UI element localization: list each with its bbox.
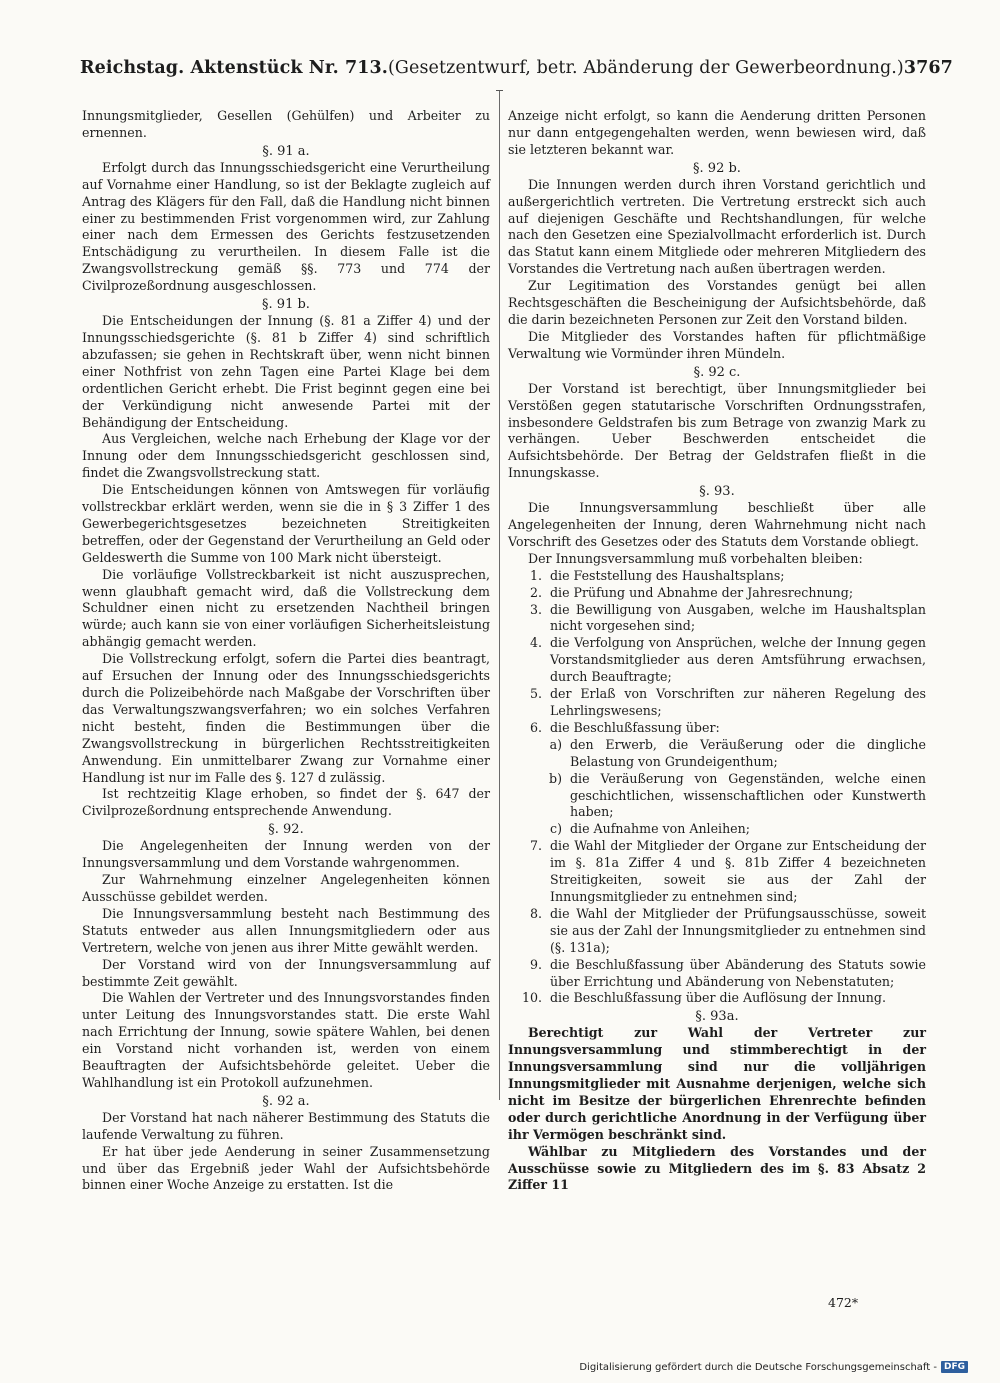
sub-list-item (508, 737, 926, 771)
list-item-number: 4. (529, 635, 542, 651)
list-item-text: die Beschlußfassung über die Auflösung der Innung. (550, 990, 886, 1006)
paragraph: Die vorläufige Vollstreckbarkeit ist nicht auszusprechen, wenn glaubhaft gemacht wird, daß die Vollstreckung dem Schuldner einen nicht zu ersetzenden Nachtheil bringen würde; auch kann sie von einer vorläufigen Sicherheitsleistung abhängig gemacht werden. (82, 566, 490, 650)
paragraph: Der Vorstand hat nach näherer Bestimmung des Statuts die laufende Verwaltung zu führen. (82, 1109, 490, 1142)
list-item (508, 602, 926, 636)
list-item-number: 6. (529, 719, 542, 735)
list-item-number: 2. (529, 584, 542, 600)
list-item (508, 635, 926, 686)
paragraph: Die Entscheidungen können von Amtswegen für vorläufig vollstreckbar erklärt werden, wenn sie die in § 3 Ziffer 1 des Gewerbegerichtsgesetzes bezeichneten Streitigkeiten betreffen, oder der Gegenstand der Verurtheilung an Geld oder Geldeswerth die Summe von 100 Mark nicht übersteigt. (82, 482, 490, 565)
paragraph: Ist rechtzeitig Klage erhoben, so findet der §. 647 der Civilprozeßordnung entsprechende Anwendung. (82, 786, 490, 819)
header-left: Reichstag. Aktenstück Nr. 713. (80, 58, 388, 78)
paragraph: Innungsmitglieder, Gesellen (Gehülfen) und Arbeiter zu ernennen. (82, 108, 490, 140)
list-item (508, 957, 926, 991)
paragraph: Die Wahlen der Vertreter und des Innungsvorstandes finden unter Leitung des Innungsvorstandes statt. Die erste Wahl nach Errichtung der Innung, sowie spätere Wahlen, bei denen ein Vorstand nicht vorhanden ist, werden von einem Beauftragten der Aufsichtsbehörde geleitet. Ueber die Wahlhandlung ist ein Protokoll aufzunehmen. (82, 990, 490, 1090)
paragraph: Aus Vergleichen, welche nach Erhebung der Klage vor der Innung oder dem Innungsschiedsgericht geschlossen sind, findet die Zwangsvollstreckung statt. (82, 431, 490, 481)
list-item-number: b) (549, 770, 562, 786)
list-item-text: die Wahl der Mitglieder der Prüfungsausschüsse, soweit sie aus der Zahl der Innungsmitglieder zu entnehmen sind (§. 131a); (550, 905, 926, 955)
list-item-number: 10. (521, 990, 542, 1006)
list-item-text: den Erwerb, die Veräußerung oder die dingliche Belastung von Grundeigenthum; (570, 736, 926, 769)
list-item (508, 686, 926, 720)
section-heading: §. 91 b. (262, 297, 310, 313)
list-item (508, 838, 926, 906)
section-heading: §. 92 b. (693, 160, 741, 176)
paragraph: Die Innungen werden durch ihren Vorstand gerichtlich und außergerichtlich vertreten. Die Vertretung erstreckt sich auch auf diejenigen Geschäfte und Rechtshandlungen, für welche nach den Gesetzen eine Spezialvollmacht erforderlich ist. Durch das Statut kann einem Mitgliede oder mehreren Mitgliedern des Vorstandes die Vertretung nach außen übertragen werden. (508, 176, 926, 277)
list-item-number: 5. (529, 686, 542, 702)
section-heading: §. 93. (699, 484, 735, 500)
list-item-number: 8. (529, 905, 542, 921)
list-item-number: 1. (529, 567, 542, 583)
section-heading: §. 92. (268, 822, 304, 838)
paragraph: Der Vorstand wird von der Innungsversammlung auf bestimmte Zeit gewählt. (82, 956, 490, 989)
paragraph: Der Innungsversammlung muß vorbehalten bleiben: (528, 550, 863, 566)
paragraph: Die Mitglieder des Vorstandes haften für pflichtmäßige Verwaltung wie Vormünder ihren Mündeln. (508, 328, 926, 361)
column-divider (499, 90, 500, 1100)
list-item-number: 3. (529, 601, 542, 617)
footer-text: Digitalisierung gefördert durch die Deutsche Forschungsgemeinschaft - (579, 1361, 937, 1373)
paragraph: Zur Wahrnehmung einzelner Angelegenheiten können Ausschüsse gebildet werden. (82, 872, 490, 904)
left-column (82, 108, 490, 1194)
paragraph: Zur Legitimation des Vorstandes genügt bei allen Rechtsgeschäften die Bescheinigung der Aufsichtsbehörde, daß die darin bezeichneten Personen zur Zeit den Vorstand bilden. (508, 278, 926, 327)
paragraph: Die Vollstreckung erfolgt, sofern die Partei dies beantragt, auf Ersuchen der Innung oder des Innungsschiedsgerichts durch die Polizeibehörde nach Maßgabe der Vorschriften über das Verwaltungszwangsverfahren; wo ein solches Verfahren nicht besteht, finden die Bestimmungen über die Zwangsvollstreckung in bürgerlichen Rechtsstreitigkeiten Anwendung. Ein unmittelbarer Zwang zur Vornahme einer Handlung ist nur im Falle des §. 127 d zulässig. (82, 651, 490, 785)
header-page-number: 3767 (903, 58, 953, 78)
header-title: (Gesetzentwurf, betr. Abänderung der Gewerbeordnung.) (388, 58, 904, 78)
page-header (80, 58, 953, 86)
list-item-text: die Veräußerung von Gegenständen, welche einen geschichtlichen, wissenschaftlichen oder Kunstwerth haben; (570, 770, 926, 820)
list-item-number: a) (549, 736, 562, 752)
section-heading: §. 93a. (695, 1009, 739, 1025)
right-column (508, 108, 926, 1194)
list-item-number: 9. (529, 956, 542, 972)
section-heading: §. 91 a. (262, 143, 310, 159)
list-item-number: c) (550, 821, 562, 837)
enumerated-list (508, 568, 926, 1008)
divider-tick (496, 90, 503, 91)
list-item-text: die Beschlußfassung über Abänderung des Statuts sowie über Errichtung und Abänderung von Nebenstatuten; (550, 956, 926, 989)
paragraph: Die Entscheidungen der Innung (§. 81 a Ziffer 4) und der Innungsschiedsgerichte (§. 81 b Ziffer 4) sind schriftlich abzufassen; sie gehen in Rechtskraft über, wenn nicht binnen einer Nothfrist von zehn Tagen eine Partei Klage bei dem ordentlichen Gericht erhebt. Die Frist beginnt gegen eine bei der Verkündigung nicht anwesende Partei mit der Behändigung der Entscheidung. (82, 313, 490, 430)
footer-credit (579, 1361, 968, 1373)
list-item (508, 720, 926, 737)
paragraph: Die Angelegenheiten der Innung werden von der Innungsversammlung und dem Vorstande wahrgenommen. (82, 838, 490, 871)
list-item (508, 906, 926, 957)
list-item-text: die Beschlußfassung über: (550, 719, 720, 735)
section-heading: §. 92 a. (262, 1093, 310, 1109)
list-item (508, 990, 926, 1007)
sub-list-item (508, 771, 926, 822)
list-item-text: die Aufnahme von Anleihen; (570, 821, 750, 837)
sub-list-item (508, 821, 926, 838)
paragraph: Berechtigt zur Wahl der Vertreter zur Innungsversammlung und stimmberechtigt in der Innungsversammlung sind nur die volljährigen Innungsmitglieder mit Ausnahme derjenigen, welche sich nicht im Besitze der bürgerlichen Ehrenrechte befinden oder durch gerichtliche Anordnung in der Verfügung über ihr Vermögen beschränkt sind. (508, 1025, 926, 1142)
paragraph: Der Vorstand ist berechtigt, über Innungsmitglieder bei Verstößen gegen statutarische Vorschriften Ordnungsstrafen, insbesondere Geldstrafen bis zum Betrage von zwanzig Mark zu verhängen. Ueber Beschwerden entscheidet die Aufsichtsbehörde. Der Betrag der Geldstrafen fließt in die Innungskasse. (508, 380, 926, 481)
list-item-text: die Prüfung und Abnahme der Jahresrechnung; (550, 584, 854, 600)
paragraph: Die Innungsversammlung besteht nach Bestimmung des Statuts entweder aus allen Innungsmitgliedern oder aus Vertretern, welche von jenen aus ihrer Mitte gewählt werden. (82, 905, 490, 955)
paragraph: Die Innungsversammlung beschließt über alle Angelegenheiten der Innung, deren Wahrnehmung nicht nach Vorschrift des Gesetzes oder des Statuts dem Vorstande obliegt. (508, 500, 926, 549)
signature-mark: 472* (828, 1295, 859, 1310)
list-item-number: 7. (529, 838, 542, 854)
paragraph: Er hat über jede Aenderung in seiner Zusammensetzung und über das Ergebniß jeder Wahl der Aufsichtsbehörde binnen einer Woche Anzeige zu erstatten. Ist die (82, 1143, 490, 1193)
list-item-text: die Bewilligung von Ausgaben, welche im Haushaltsplan nicht vorgesehen sind; (550, 601, 926, 634)
list-item (508, 568, 926, 585)
list-item-text: die Feststellung des Haushaltsplans; (550, 567, 785, 583)
dfg-logo: DFG (941, 1361, 968, 1373)
list-item-text: die Verfolgung von Ansprüchen, welche der Innung gegen Vorstandsmitglieder aus deren Amtsführung erwachsen, durch Beauftragte; (550, 635, 926, 685)
list-item (508, 585, 926, 602)
paragraph: Anzeige nicht erfolgt, so kann die Aenderung dritten Personen nur dann entgegengehalten werden, wenn bewiesen wird, daß sie letzteren bekannt war. (508, 108, 926, 157)
list-item-text: die Wahl der Mitglieder der Organe zur Entscheidung der im §. 81a Ziffer 4 und §. 81b Ziffer 4 bezeichneten Streitigkeiten, soweit sie aus der Zahl der Innungsmitglieder zu entnehmen sind; (550, 838, 926, 904)
list-item-text: der Erlaß von Vorschriften zur näheren Regelung des Lehrlingswesens; (550, 686, 926, 718)
paragraph: Wählbar zu Mitgliedern des Vorstandes und der Ausschüsse sowie zu Mitgliedern des im §. 83 Absatz 2 Ziffer 11 (508, 1143, 926, 1193)
paragraph: Erfolgt durch das Innungsschiedsgericht eine Verurtheilung auf Vornahme einer Handlung, so ist der Beklagte zugleich auf Antrag des Klägers für den Fall, daß die Handlung nicht binnen einer zu bestimmenden Frist vorgenommen wird, zur Zahlung einer nach dem Ermessen des Gerichts festzusetzenden Entschädigung zu verurtheilen. In diesem Falle ist die Zwangsvollstreckung gemäß §§. 773 und 774 der Civilprozeßordnung ausgeschlossen. (82, 159, 490, 294)
section-heading: §. 92 c. (693, 364, 741, 380)
